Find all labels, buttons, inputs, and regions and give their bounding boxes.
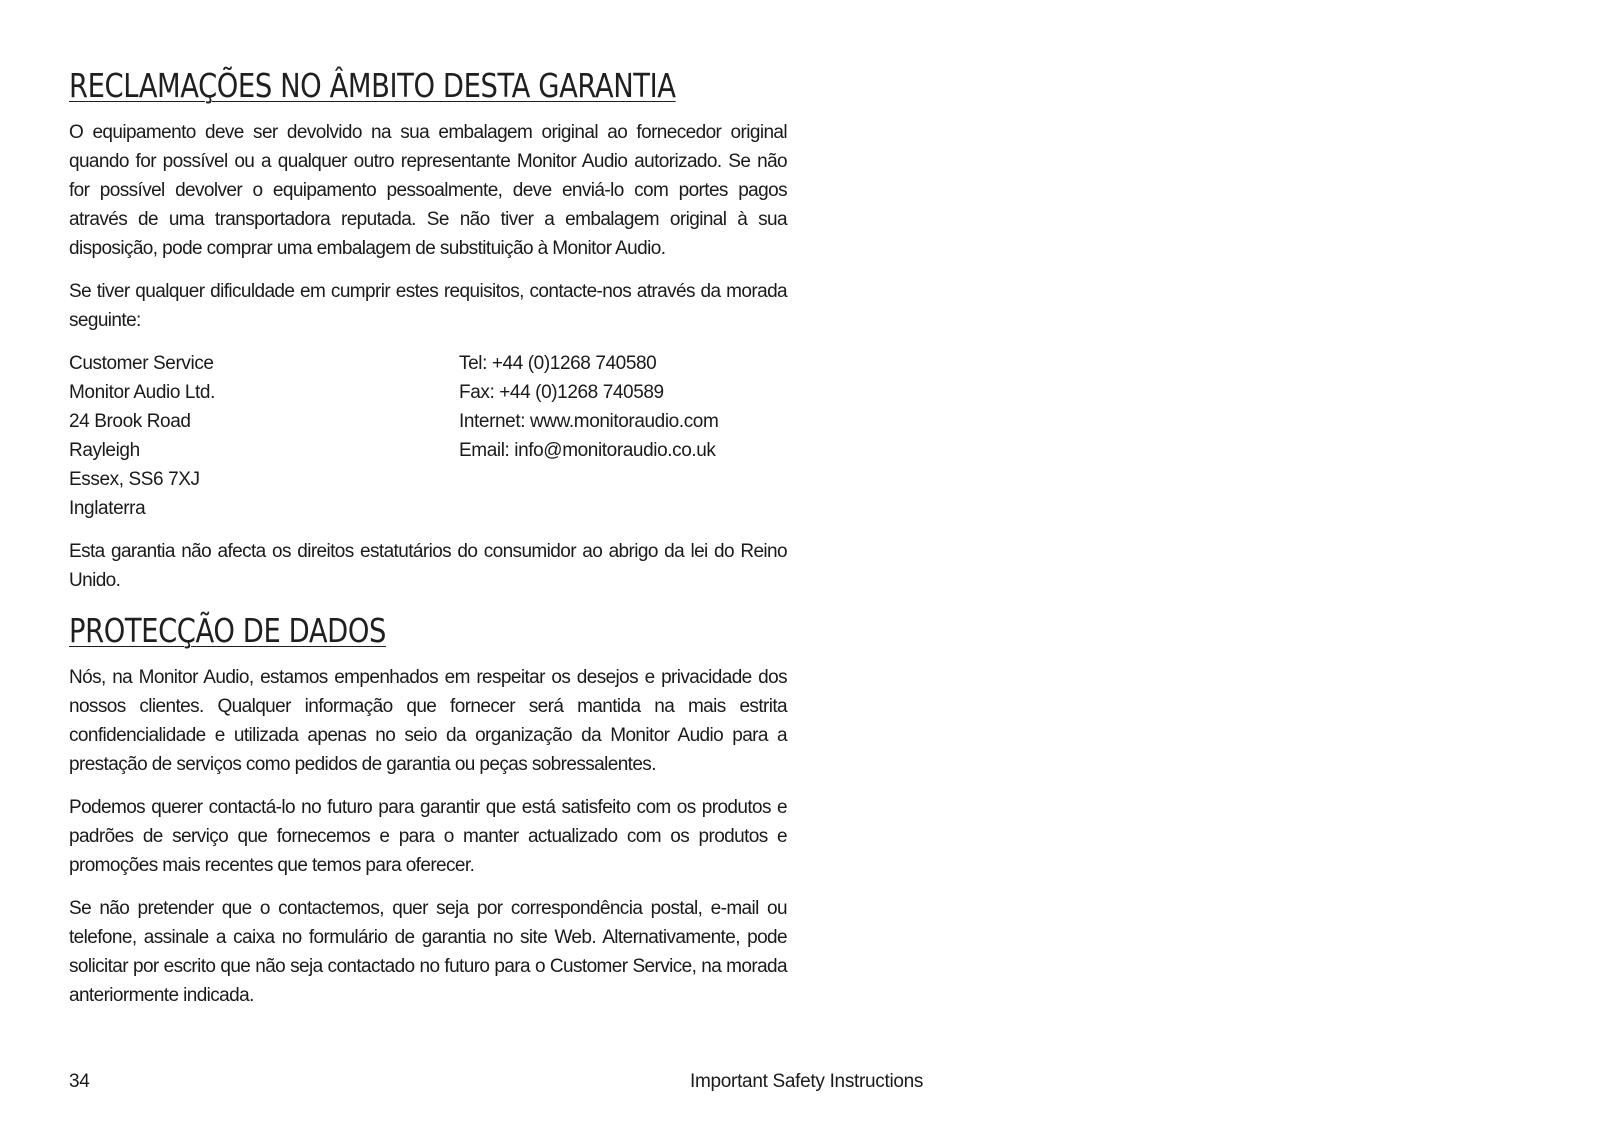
warranty-paragraph-1: O equipamento deve ser devolvido na sua embalagem original ao fornecedor original quando for possível ou a qualquer outro representante Monitor Audio autorizado. Se não for possível devolver o equipamento pessoalmente, deve enviá-lo com portes pagos através de uma transportadora reputada. Se não tiver a embalagem original à sua disposição, pode comprar uma embalagem de substituição à Monitor Audio. bbox=[69, 122, 787, 259]
telephone: Tel: +44 (0)1268 740580 bbox=[459, 353, 657, 374]
data-protection-paragraph-3: Se não pretender que o contactemos, quer seja por correspondência postal, e-mail ou telefone, assinale a caixa no formulário de garantia no site Web. Alternativamente, pode solicitar por escrito que não seja contactado no futuro para o Customer Service, na morada anteriormente indicada. bbox=[69, 898, 787, 1006]
address-line: Monitor Audio Ltd. bbox=[69, 382, 215, 403]
address-line: Inglaterra bbox=[69, 498, 146, 519]
contact-block bbox=[69, 349, 787, 523]
postal-address bbox=[69, 349, 459, 523]
address-line: Customer Service bbox=[69, 353, 214, 374]
page-content bbox=[69, 64, 787, 1024]
data-protection-paragraph-1: Nós, na Monitor Audio, estamos empenhados em respeitar os desejos e privacidade dos nossos clientes. Qualquer informação que fornecer será mantida na mais estrita confidencialidade e utilizada apenas no seio da organização da Monitor Audio para a prestação de serviços como pedidos de garantia ou peças sobressalentes. bbox=[69, 667, 787, 775]
address-line: 24 Brook Road bbox=[69, 411, 191, 432]
warranty-claims-heading: RECLAMAÇÕES NO ÂMBITO DESTA GARANTIA bbox=[69, 66, 676, 105]
address-line: Essex, SS6 7XJ bbox=[69, 469, 200, 490]
email: Email: info@monitoraudio.co.uk bbox=[459, 440, 716, 461]
contact-details bbox=[459, 349, 787, 523]
website: Internet: www.monitoraudio.com bbox=[459, 411, 719, 432]
data-protection-paragraph-2: Podemos querer contactá-lo no futuro para garantir que está satisfeito com os produtos e padrões de serviço que fornecemos e para o manter actualizado com os produtos e promoções mais recentes que temos para oferecer. bbox=[69, 797, 787, 876]
warranty-paragraph-2: Se tiver qualquer dificuldade em cumprir estes requisitos, contacte-nos através da morada seguinte: bbox=[69, 281, 787, 331]
warranty-paragraph-3: Esta garantia não afecta os direitos estatutários do consumidor ao abrigo da lei do Reino Unido. bbox=[69, 541, 787, 591]
footer-title: Important Safety Instructions bbox=[690, 1071, 924, 1092]
page-number: 34 bbox=[69, 1071, 90, 1092]
data-protection-heading: PROTECÇÃO DE DADOS bbox=[69, 611, 386, 650]
address-line: Rayleigh bbox=[69, 440, 140, 461]
fax: Fax: +44 (0)1268 740589 bbox=[459, 382, 664, 403]
